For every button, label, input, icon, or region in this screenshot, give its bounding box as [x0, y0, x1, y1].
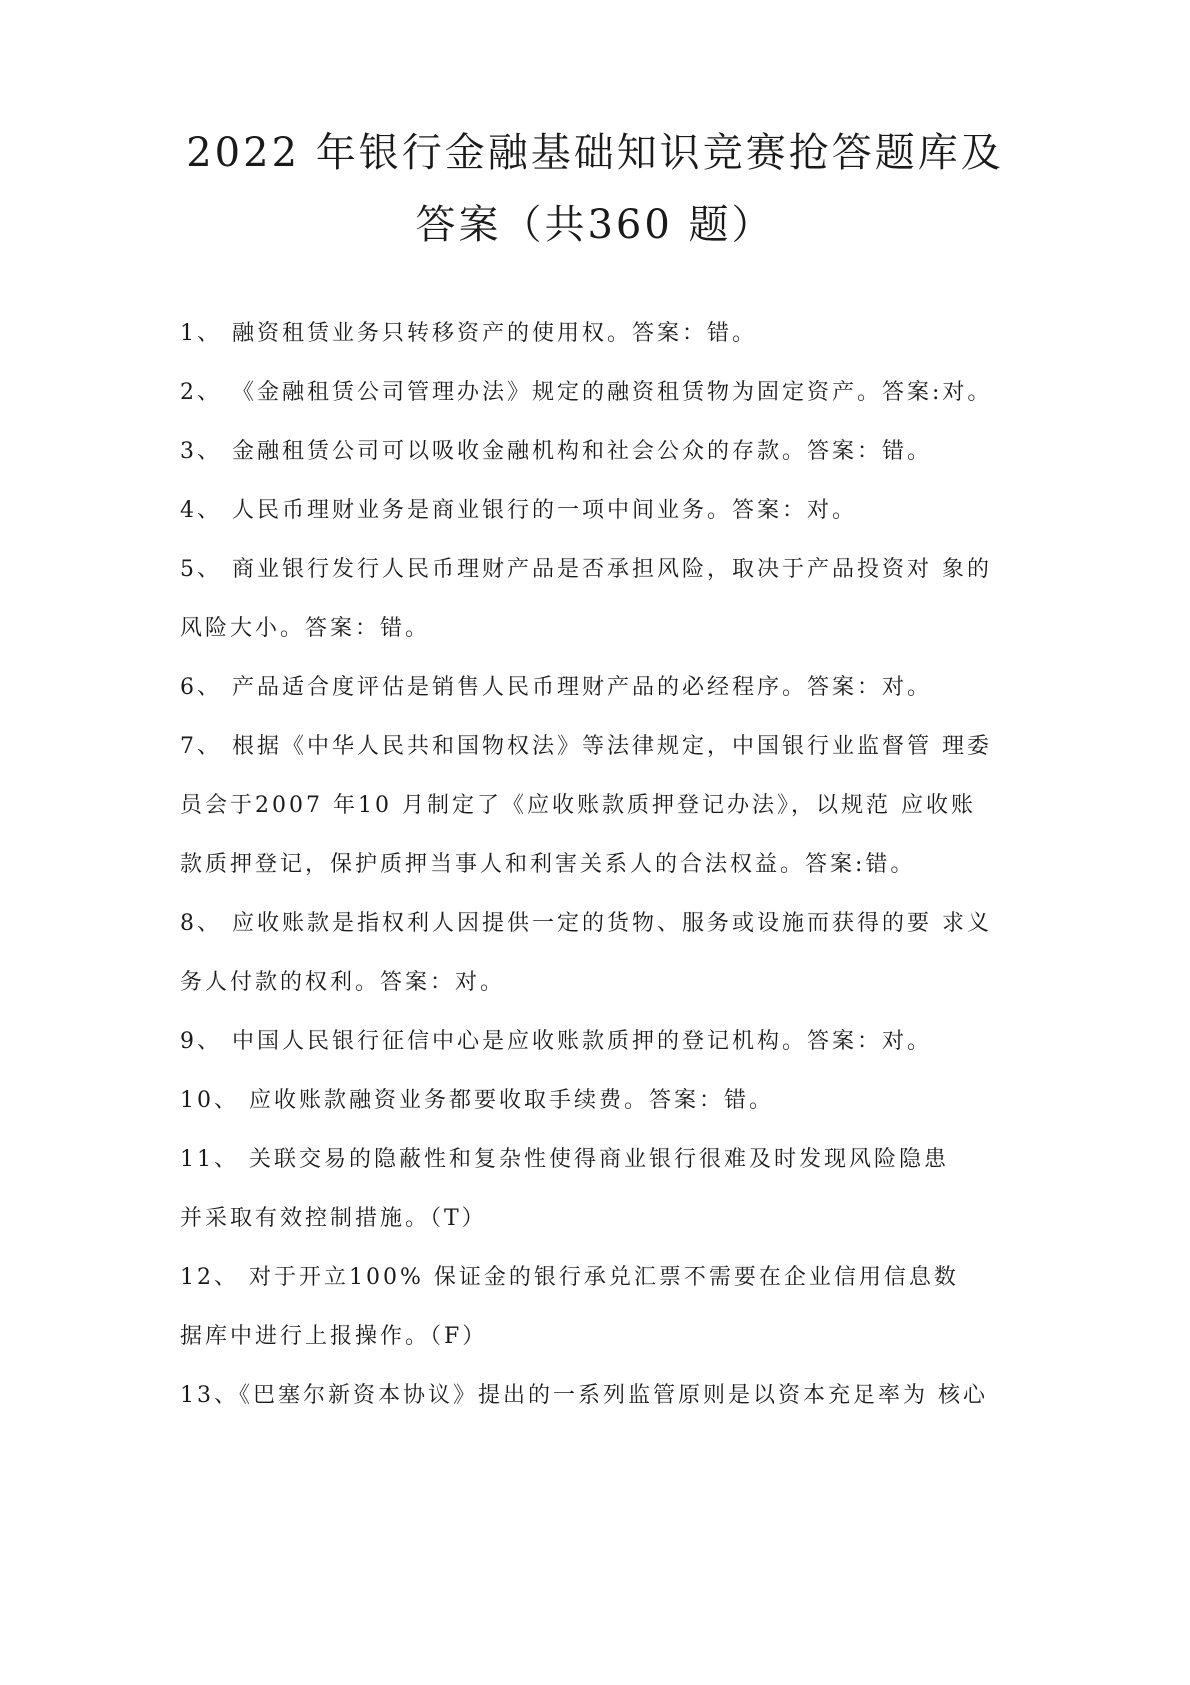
question-8: 8、 应收账款是指权利人因提供一定的货物、服务或设施而获得的要 求义: [180, 911, 992, 936]
question-1: 1、 融资租赁业务只转移资产的使用权。答案：错。: [180, 321, 757, 346]
question-2: 2、 《金融租赁公司管理办法》规定的融资租赁物为固定资产。答案:对。: [180, 380, 993, 405]
document-title-line-2: 答案（共360 题）: [415, 202, 775, 248]
question-7-cont-2: 款质押登记，保护质押当事人和利害关系人的合法权益。答案:错。: [180, 852, 916, 877]
question-5: 5、 商业银行发行人民币理财产品是否承担风险，取决于产品投资对 象的: [180, 557, 992, 582]
question-12-cont: 据库中进行上报操作。（F）: [180, 1324, 488, 1349]
question-3: 3、 金融租赁公司可以吸收金融机构和社会公众的存款。答案：错。: [180, 439, 932, 464]
question-7-cont-1: 员会于2007 年10 月制定了《应收账款质押登记办法》，以规范 应收账: [180, 793, 976, 818]
question-6: 6、 产品适合度评估是销售人民币理财产品的必经程序。答案：对。: [180, 675, 932, 700]
question-11: 11、 关联交易的隐蔽性和复杂性使得商业银行很难及时发现风险隐患: [180, 1147, 949, 1172]
question-5-cont: 风险大小。答案：错。: [180, 616, 431, 641]
question-11-cont: 并采取有效控制措施。（T）: [180, 1206, 487, 1231]
question-7: 7、 根据《中华人民共和国物权法》等法律规定，中国银行业监督管 理委: [180, 734, 992, 759]
question-8-cont: 务人付款的权利。答案：对。: [180, 970, 506, 995]
question-13: 13、《巴塞尔新资本协议》提出的一系列监管原则是以资本充足率为 核心: [180, 1383, 988, 1408]
question-9: 9、 中国人民银行征信中心是应收账款质押的登记机构。答案：对。: [180, 1029, 932, 1054]
question-12: 12、 对于开立100% 保证金的银行承兑汇票不需要在企业信用信息数: [180, 1265, 959, 1290]
question-10: 10、 应收账款融资业务都要收取手续费。答案：错。: [180, 1088, 774, 1113]
question-4: 4、 人民币理财业务是商业银行的一项中间业务。答案：对。: [180, 498, 857, 523]
document-title-line-1: 2022 年银行金融基础知识竞赛抢答题库及: [186, 130, 1004, 176]
